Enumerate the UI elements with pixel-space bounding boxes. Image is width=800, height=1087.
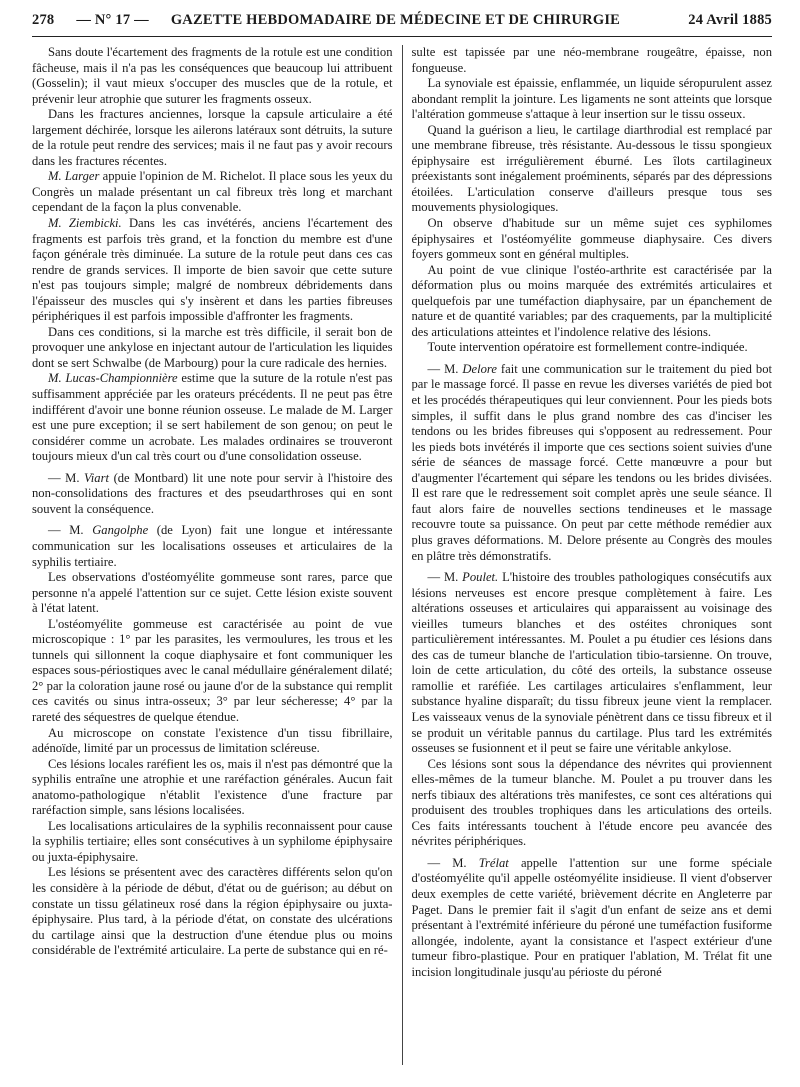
speaker-name: Gangolphe [92, 523, 149, 538]
article-columns [32, 45, 772, 1065]
paragraph-text: fait une communication sur le traitement du pied bot par le massage forcé. Il passe en revue les diverses variétés de pied bot et les procédés thérapeutiques qui leur conviennent. Pour les pieds bots simples, il suffit dans le plus grand nombre des cas d'inciser les tendons ou les brides fibreuses qui s'opposent au redressement. Pour les pieds bots invétérés il importe que ces sections soient suivies d'une série de séances de massage forcé. Cette manœuvre a pour but d'augmenter l'écartement qui sépare les tendons ou les brides divisées. Il est rare que le redressement soit complet après une seule séance. Il faut alors faire de nouvelles sections tendineuses et le massage recouvre toute sa puissance. On peut par cette méthode remédier aux plus graves déformations. M. Delore présente au Congrès des moules en plâtre très démonstratifs. [411, 361, 772, 563]
header-left [32, 12, 620, 29]
speaker-name: Poulet. [462, 570, 499, 585]
issue-date: 24 Avril 1885 [688, 12, 772, 28]
speaker-prefix: — M. [427, 855, 479, 870]
paragraph [32, 216, 393, 325]
journal-title: GAZETTE HEBDOMADAIRE DE MÉDECINE ET DE CHIRURGIE [170, 12, 621, 28]
speaker-prefix: — M. [427, 361, 463, 376]
paragraph: On observe d'habitude sur un même sujet ces syphilomes épiphysaires et l'ostéomyélite gommeuse diaphysaire. Ces divers foyers gommeux sont en général multiples. [411, 216, 772, 262]
paragraph: Ces lésions sont sous la dépendance des névrites qui proviennent elles-mêmes de la tumeur blanche. M. Poulet a pu trouver dans les nerfs tibiaux des altérations très manifestes, ce sont ces altérations qui produisent des troubles trophiques dans les articulations des orteils. Ces faits intéressants touchent à l'étude encore peu avancée des névrites périphériques. [411, 756, 772, 849]
speaker-prefix: — M. [48, 470, 85, 485]
speaker-name: M. Ziembicki. [48, 216, 122, 231]
speaker-prefix: — M. [48, 523, 93, 538]
speaker-name: Delore [462, 361, 497, 376]
paragraph-text: Dans les cas invétérés, anciens l'écartement des fragments est parfois très grand, et la fonction du membre est d'une façon générale très diminuée. La suture de la rotule peut dans ces cas rendre de grands services. Il importe de bien savoir que cette suture n'est pas toujours simple; malgré de nombreux débridements dans l'épaisseur des muscles qui s'y insèrent et dans les parties fibreuses périphériques il est parfois impossible d'affronter les fragments. [32, 216, 393, 324]
paragraph-text: estime que la suture de la rotule n'est pas suffisamment appréciée par les orateurs précédents. Il ne peut pas être indifférent d'avoir une bonne réunion osseuse. Le malade de M. Larger est une pure exception; il se sert habilement de son genou; on peut le considérer comme un acrobate. Les malades ordinaires se trouveront toujours mieux d'un cal très court ou d'une consolidation osseuse. [32, 371, 393, 464]
speaker-name: M. Larger [48, 169, 100, 184]
page-header [32, 0, 772, 30]
paragraph [412, 856, 773, 980]
page-number: 278 [32, 12, 55, 28]
left-column [32, 45, 393, 1065]
paragraph: Dans les fractures anciennes, lorsque la capsule articulaire a été largement déchirée, lorsque les ailerons latéraux sont détruits, la suture de la rotule peut rendre des services; mais il ne faut pas y avoir recours dans les fractures récentes. [32, 107, 393, 168]
paragraph-text: appelle l'attention sur une forme spéciale d'ostéomyélite qu'il appelle ostéomyélite insidieuse. Il vient d'observer deux exemples de cette variété, brièvement décrite en Angleterre par Paget. Dans le premier fait il s'agit d'un enfant de seize ans et demi présentant à l'extrémité inférieure du péroné une tuméfaction fusiforme allongée, indolente, ayant la consistance et l'aspect extérieur d'une tumeur fibro-plastique. Pour en pratiquer l'ablation, M. Trélat fit une incision longitudinale jusqu'au périoste du péroné [411, 855, 772, 979]
right-column [412, 45, 773, 1065]
column-divider [402, 45, 403, 1065]
paragraph: Toute intervention opératoire est formellement contre-indiquée. [427, 340, 748, 355]
paragraph: Au point de vue clinique l'ostéo-arthrite est caractérisée par la déformation plus ou moins marquée des extrémités articulaires et quelquefois par une tuméfaction diaphysaire, par un épanchement de nature et de quantité variables; par des craquements, par la multiplicité des articulations atteintes et l'indolence relative des lésions. [411, 262, 772, 339]
speaker-prefix: — M. [427, 570, 463, 585]
header-rule [32, 36, 772, 37]
paragraph: Sans doute l'écartement des fragments de la rotule est une condition fâcheuse, mais il n'a pas les conséquences que beaucoup lui attribuent (Gosselin); il vaut mieux s'occuper des muscles que de la rotule, et prévenir leur atrophie que suturer les fragments osseux. [32, 45, 393, 106]
paragraph [32, 471, 393, 518]
speaker-name: M. Lucas-Championnière [48, 371, 178, 386]
paragraph: La synoviale est épaissie, enflammée, un liquide séropurulent assez abondant remplit la jointure. Les ligaments ne sont atteints que lorsque l'altération gommeuse s'attaque à leur insertion sur le tissu osseux. [411, 76, 772, 122]
paragraph: Les observations d'ostéomyélite gommeuse sont rares, parce que personne n'a appelé l'attention sur ce sujet. Cette lésion existe souvent à l'état latent. [32, 570, 393, 616]
paragraph: Dans ces conditions, si la marche est très difficile, il serait bon de provoquer une ankylose en injectant autour de l'articulation les liquides dont se sert Schwalbe (de Marbourg) pour la cure radicale des hernies. [32, 324, 393, 370]
paragraph: sulte est tapissée par une néo-membrane rougeâtre, épaisse, non fongueuse. [411, 45, 772, 75]
speaker-name: Viart [84, 470, 110, 485]
paragraph-text: L'histoire des troubles pathologiques consécutifs aux lésions nerveuses est encore presque complètement à faire. Les altérations osseuses et articulaires qui apparaissent au voisinage des vieilles tumeurs blanches et des ostéites chroniques sont particulièrement intéressantes. M. Poulet a pu étudier ces lésions dans des cas de tumeur blanche de l'articulation tibio-tarsienne. On trouve, loin de cette articulation, du côté des orteils, la substance osseuse ramollie et raréfiée. Les cartilages articulaires s'enflamment, leur substance hyaline disparaît; du tissu fibreux jeune vient la remplacer. Les vaisseaux venus de la synoviale pénètrent dans ce tissu fibreux et il se produit un véritable pannus du cartilage. Plus tard les extrémités osseuses se fusionnent et il peut se faire une véritable ankylose. [411, 570, 772, 756]
paragraph-text: appuie l'opinion de M. Richelot. Il place sous les yeux du Congrès un malade présentant un cal fibreux très long et marchant cependant de la façon la plus convenable. [32, 169, 393, 215]
paragraph [32, 169, 393, 216]
paragraph [412, 570, 773, 757]
issue-number: — N° 17 — [76, 12, 149, 28]
paragraph-text: (de Lyon) fait une longue et intéressante communication sur les localisations osseuses et articulaires de la syphilis tertiaire. [32, 523, 393, 569]
paragraph: Au microscope on constate l'existence d'un tissu fibrillaire, adénoïde, limité par un processus de limitation scléreuse. [32, 725, 393, 756]
paragraph [412, 362, 773, 564]
paragraph-text: (de Montbard) lit une note pour servir à l'histoire des non-consolidations des fractures et des pseudarthroses qui en sont souvent la conséquence. [32, 470, 393, 516]
paragraph [32, 371, 393, 464]
paragraph: Les localisations articulaires de la syphilis reconnaissent pour cause la syphilis tertiaire; elles sont consécutives à un syphilome épiphysaire ou juxta-épiphysaire. [32, 818, 393, 864]
paragraph: Ces lésions locales raréfient les os, mais il n'est pas démontré que la syphilis entraîne une atrophie et une raréfaction générales. Aucun fait anatomo-pathologique n'établit l'existence d'une fracture par raréfaction simple, sans lésions localisées. [32, 756, 393, 818]
paragraph [32, 523, 393, 570]
paragraph: Quand la guérison a lieu, le cartilage diarthrodial est remplacé par une membrane fibreuse, très résistante. Au-dessous le tissu spongieux épiphysaire est irrégulièrement éburné. Les îlots cartilagineux préexistants sont inégalement proéminents, séparés par des dépressions étoilées. L'articulation conserve d'ailleurs presque tous ses mouvements physiologiques. [411, 122, 772, 215]
paragraph: Les lésions se présentent avec des caractères différents selon qu'on les considère à la période de début, d'état ou de guérison; au début on constate un tissu gélatineux rosé dans la région épiphysaire ou juxta-épiphysaire. Plus tard, à la période d'état, on constate des ulcérations du cartilage ainsi que la destruction d'une étendue plus ou moins considérable de l'extrémité articulaire. La perte de substance qui en ré- [32, 865, 393, 958]
paragraph: L'ostéomyélite gommeuse est caractérisée au point de vue microscopique : 1° par les parasites, les vermoulures, les trous et les tunnels qui sillonnent la coque diaphysaire et font communiquer les espaces sous-périostiques avec le canal médullaire généralement dilaté; 2° par la coloration jaune rosé ou jaune d'or de la substance qui remplit ces cavités ou sinus intra-osseux; 3° par leur sécheresse; 4° par la rareté des séquestres de quelque étendue. [32, 616, 393, 724]
speaker-name: Trélat [478, 855, 509, 870]
